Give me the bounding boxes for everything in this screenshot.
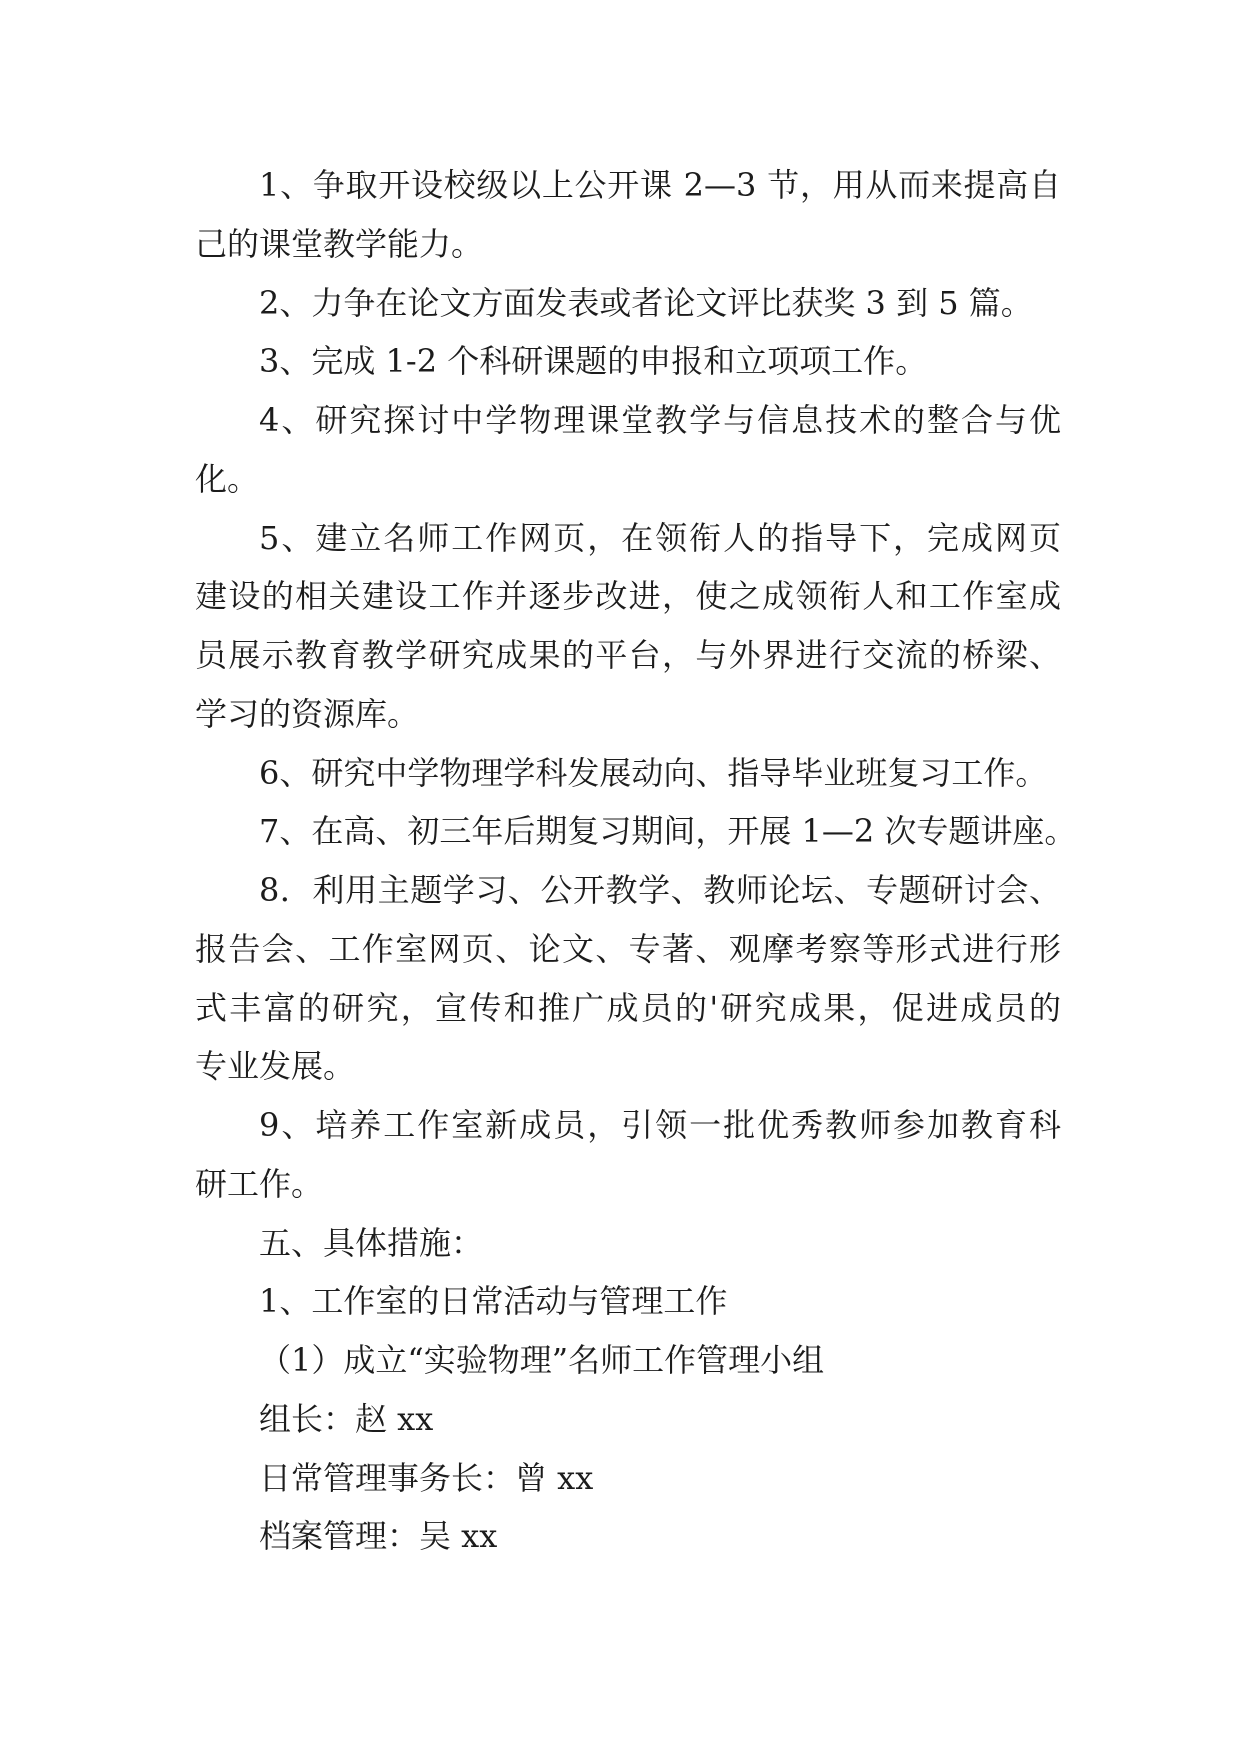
- goal-item-5: [195, 509, 1095, 744]
- paragraph-line: 研工作。: [195, 1164, 324, 1203]
- goal-item-2: [195, 274, 1095, 333]
- paragraph-line: 8．利用主题学习、公开教学、教师论坛、专题研讨会、: [259, 871, 1061, 909]
- subsection-heading-daily-management: [195, 1272, 1095, 1331]
- paragraph-line: 建设的相关建设工作并逐步改进，使之成领衔人和工作室成: [195, 577, 1061, 616]
- paragraph-line: 9、培养工作室新成员，引领一批优秀教师参加教育科: [259, 1106, 1061, 1144]
- paragraph-line: 己的课堂教学能力。: [195, 224, 484, 263]
- paragraph-line: 档案管理：吴 xx: [259, 1517, 498, 1556]
- paragraph-line: 式丰富的研究，宣传和推广成员的'研究成果，促进成员的: [195, 988, 1061, 1027]
- paragraph-line: 7、在高、初三年后期复习期间，开展 1—2 次专题讲座。: [259, 812, 1077, 851]
- paragraph-line: （1）成立“实验物理”名师工作管理小组: [259, 1341, 825, 1379]
- paragraph-line: 2、力争在论文方面发表或者论文评比获奖 3 到 5 篇。: [259, 283, 1033, 322]
- paragraph-line: 专业发展。: [195, 1047, 356, 1086]
- goal-item-3: [195, 332, 1095, 391]
- paragraph-line: 组长：赵 xx: [259, 1399, 434, 1438]
- subitem-management-group: [195, 1331, 1095, 1390]
- goal-item-4: [195, 391, 1095, 509]
- paragraph-line: 日常管理事务长：曾 xx: [259, 1458, 594, 1497]
- paragraph-line: 员展示教育教学研究成果的平台，与外界进行交流的桥梁、: [195, 636, 1061, 674]
- goal-item-6: [195, 744, 1095, 803]
- body-text: [195, 156, 1095, 1566]
- group-leader-line: [195, 1390, 1095, 1449]
- paragraph-line: 报告会、工作室网页、论文、专著、观摩考察等形式进行形: [195, 929, 1061, 968]
- paragraph-line: 1、工作室的日常活动与管理工作: [259, 1282, 728, 1321]
- archive-manager-line: [195, 1507, 1095, 1566]
- paragraph-line: 6、研究中学物理学科发展动向、指导毕业班复习工作。: [259, 753, 1048, 792]
- goal-item-1: [195, 156, 1095, 274]
- paragraph-line: 五、具体措施：: [259, 1223, 484, 1262]
- goal-item-7: [195, 802, 1095, 861]
- daily-affairs-manager-line: [195, 1449, 1095, 1508]
- paragraph-line: 化。: [195, 459, 260, 498]
- paragraph-line: 学习的资源库。: [195, 694, 420, 733]
- goal-item-8: [195, 861, 1095, 1096]
- paragraph-line: 1、争取开设校级以上公开课 2—3 节，用从而来提高自: [259, 166, 1061, 204]
- paragraph-line: 5、建立名师工作网页，在领衔人的指导下，完成网页: [259, 518, 1061, 557]
- goal-item-9: [195, 1096, 1095, 1214]
- paragraph-line: 4、研究探讨中学物理课堂教学与信息技术的整合与优: [259, 401, 1061, 439]
- paragraph-line: 3、完成 1-2 个科研课题的申报和立项项工作。: [259, 342, 928, 381]
- section-heading-measures: [195, 1214, 1095, 1273]
